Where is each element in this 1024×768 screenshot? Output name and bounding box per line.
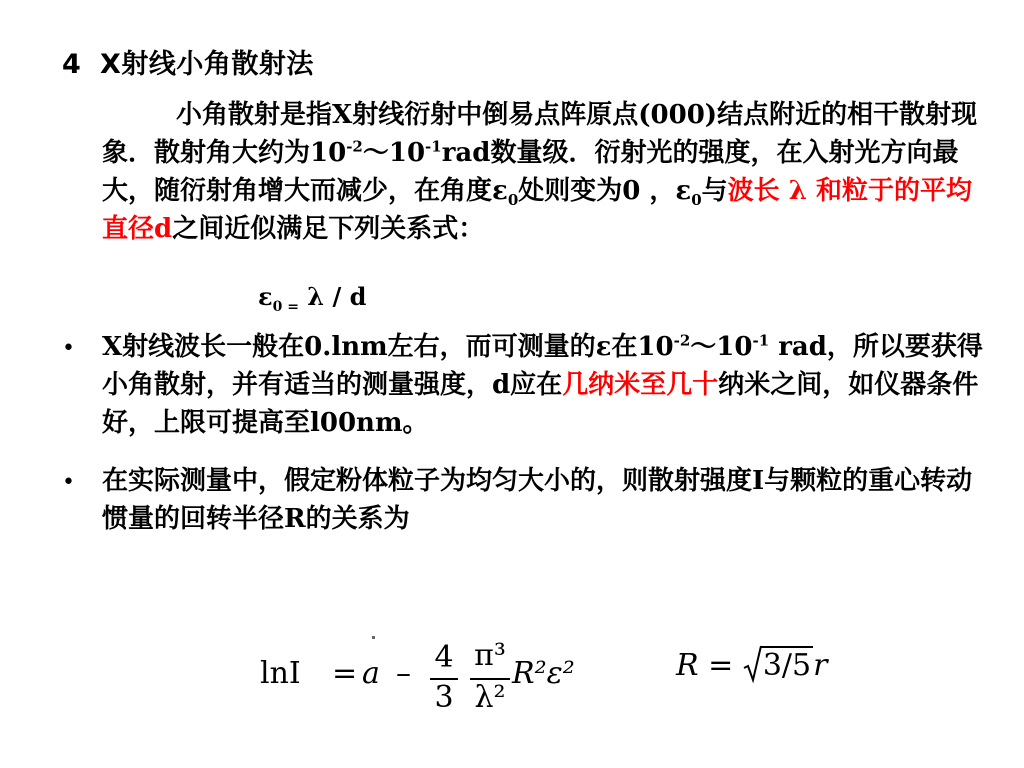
sqrt-sign bbox=[743, 648, 813, 683]
para1-text-b: X bbox=[332, 100, 353, 130]
para1-text-g: rad数量级．衍射光的强度，在入射光方向最大，随衍射角增大而减少，在角度ε bbox=[102, 138, 959, 206]
para1-sub1: 0 bbox=[507, 191, 519, 210]
bullet1-text-b: ～10 bbox=[690, 332, 753, 362]
eq1-minus: – bbox=[396, 656, 411, 691]
para1-text-h: 处则变为0 ，ε bbox=[518, 176, 692, 206]
bullet-dot-2: • bbox=[62, 470, 75, 495]
bullet1-highlight-range: 几纳米至几十 bbox=[562, 370, 719, 400]
eq1-frac1-den: 3 bbox=[434, 680, 454, 715]
para1-highlight-d: d bbox=[154, 214, 173, 244]
bullet-dot-1: • bbox=[62, 336, 75, 361]
bullet-2-text: 在实际测量中，假定粉体粒子为均匀大小的，则散射强度I与颗粒的重心转动惯量的回转半径R的关系为 bbox=[102, 466, 973, 534]
eq2-r: r bbox=[813, 648, 828, 683]
equation-radius bbox=[676, 648, 827, 683]
para1-text-j: 之间近似满足下列关系式： bbox=[172, 214, 485, 244]
para1-text-e: 结点附近的相干散射现象．散射角大约为10 bbox=[102, 100, 978, 168]
eq1-lhs: lnI bbox=[260, 656, 301, 691]
bullet1-text-c: rad，所以要获得小角散射，并有适当的测量强度，d应在 bbox=[102, 332, 983, 400]
eq1-a: a bbox=[362, 656, 380, 691]
eq1-equals: = bbox=[332, 656, 358, 691]
eq2-radicand: 3/5 bbox=[762, 648, 812, 683]
eq1-tail: R²ε² bbox=[512, 656, 575, 691]
eq1-frac2-den: λ² bbox=[474, 680, 506, 715]
formula1-rest: λ / d bbox=[298, 282, 367, 311]
para1-text-i: 与 bbox=[701, 176, 728, 206]
section-number: 4 bbox=[62, 49, 82, 80]
bullet1-sup2: -1 bbox=[752, 331, 770, 350]
para1-highlight-wavelength: 波长 λ 和粒于的平均直径 bbox=[102, 176, 972, 244]
section-title-text: X射线小角散射法 bbox=[100, 49, 314, 80]
bullet1-sup1: -2 bbox=[673, 331, 691, 350]
relation-formula bbox=[258, 282, 367, 315]
eq1-frac1-num: 4 bbox=[434, 640, 454, 675]
eq2-equals: = bbox=[708, 648, 734, 683]
para1-sup2: -1 bbox=[425, 137, 442, 156]
bullet-1-text bbox=[102, 328, 992, 442]
eq2-lhs: R bbox=[676, 648, 699, 683]
section-title bbox=[62, 42, 314, 81]
eq1-frac2-num: π³ bbox=[474, 638, 506, 673]
para1-text-a: 小角散射是指 bbox=[176, 100, 333, 130]
equation-ln-i bbox=[258, 636, 598, 726]
para1-text-d: (000) bbox=[638, 100, 718, 130]
formula1-epsilon: ε bbox=[258, 282, 273, 311]
para1-text-c: 射线衍射中倒易点阵原点 bbox=[352, 100, 639, 130]
bullet1-text-d: 纳米之间，如仪器条件好，上限可提高至l00nm。 bbox=[102, 370, 979, 438]
para1-sup1: -2 bbox=[346, 137, 363, 156]
bullet1-text-a: X射线波长一般在0.lnm左右，而可测量的ε在10 bbox=[102, 332, 674, 362]
formula1-sub: 0 = bbox=[272, 298, 299, 315]
intro-paragraph bbox=[102, 96, 992, 248]
para1-sub2: 0 bbox=[691, 191, 702, 210]
para1-text-f: ～10 bbox=[362, 138, 426, 168]
radical-icon bbox=[743, 644, 763, 684]
